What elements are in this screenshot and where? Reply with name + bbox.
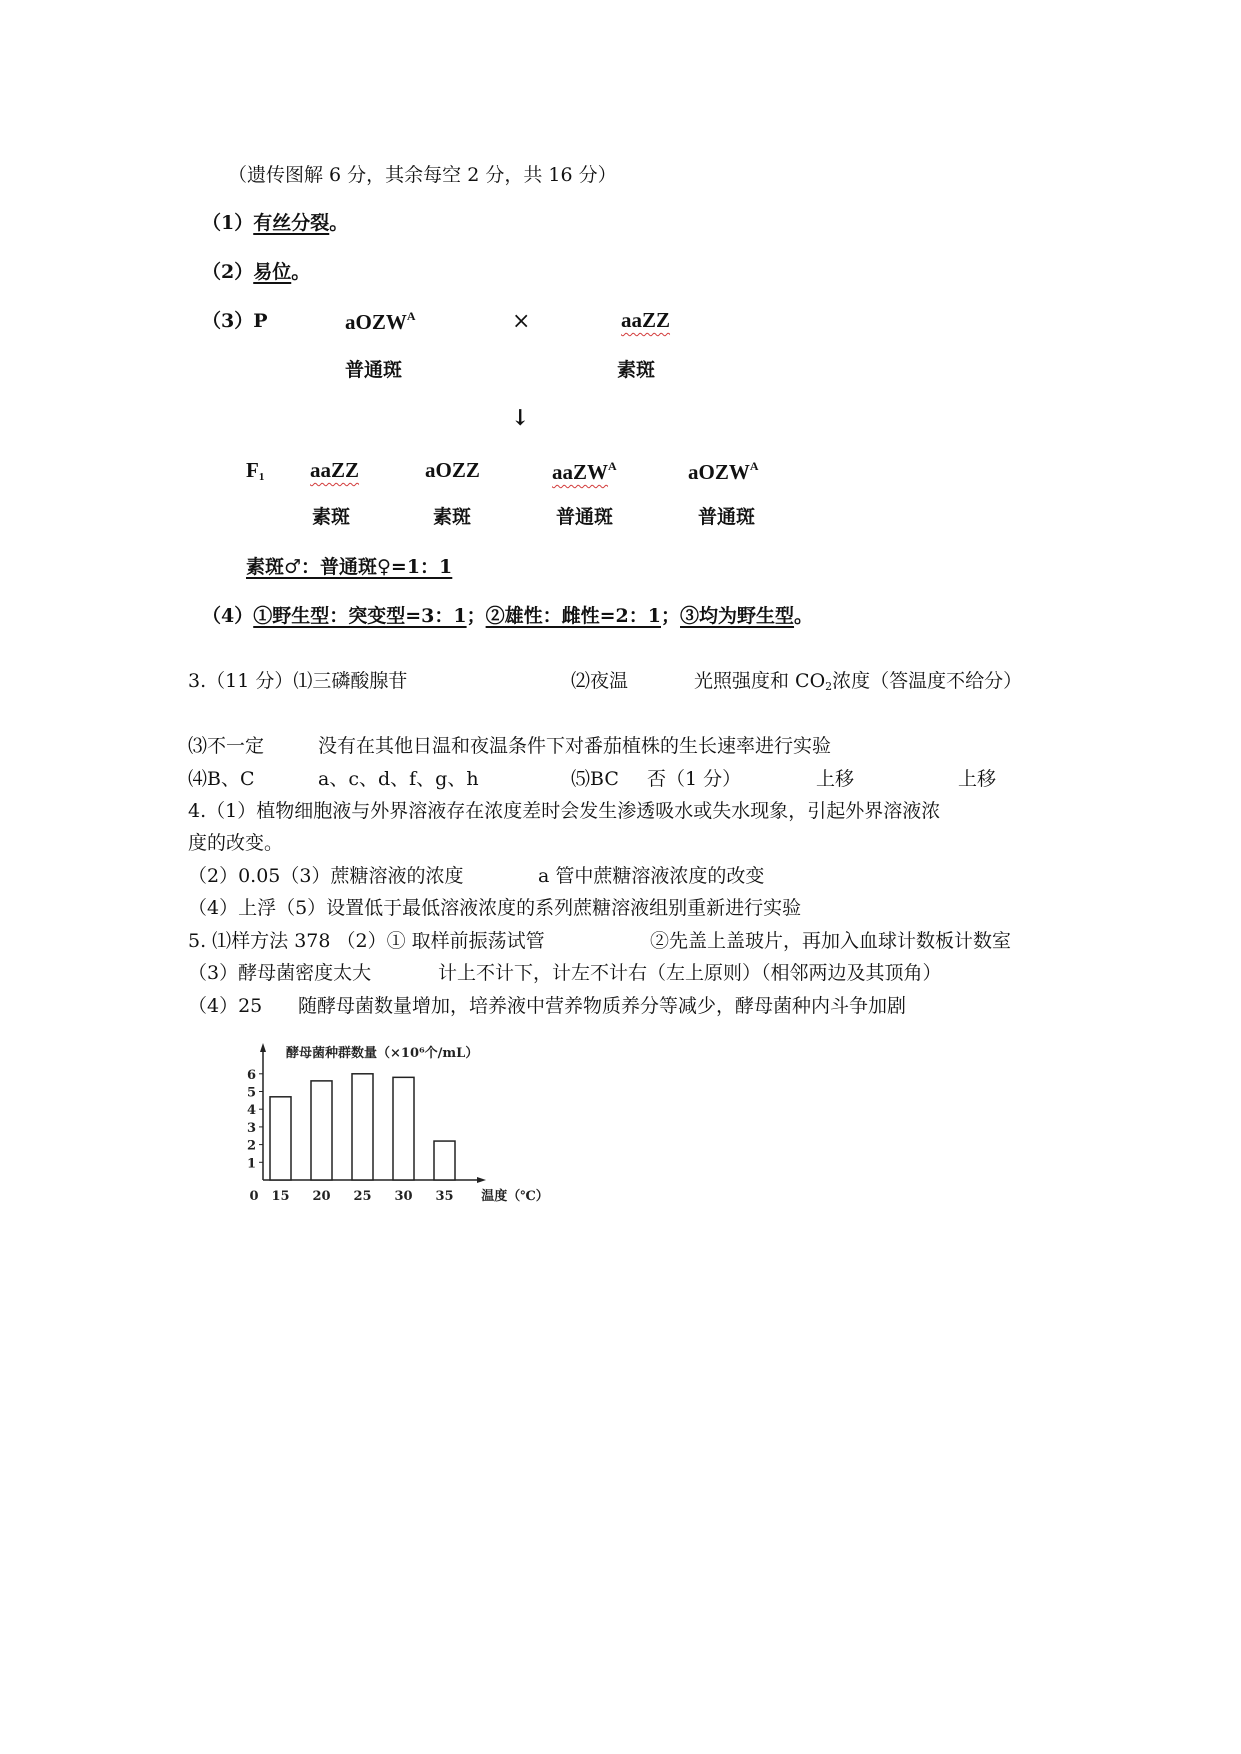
q5-line3-part-b: 随酵母菌数量增加，培养液中营养物质养分等减少，酵母菌种内斗争加剧	[298, 995, 907, 1017]
q5-line2-part-b: 计上不计下，计左不计右（左上原则）（相邻两边及其顶角）	[438, 962, 942, 984]
y-tick-label: 1	[246, 1156, 256, 1172]
x-tick-label: 30	[394, 1189, 413, 1204]
q3-line3-part-f: 上移	[958, 768, 997, 790]
f1-genotype-3-sup: A	[608, 459, 617, 473]
f1-genotype-1: aaZZ	[310, 458, 360, 482]
f1-genotype-4	[688, 460, 759, 483]
f1-genotype-3	[552, 460, 617, 483]
q4-line3-part-a: （2）0.05（3）蔗糖溶液的浓度	[188, 865, 464, 887]
x-tick-label: 15	[271, 1189, 290, 1204]
f1-phenotype-1: 素斑	[312, 506, 351, 528]
f1-genotype-3-text: aaZW	[552, 460, 609, 484]
y-tick-label: 4	[246, 1103, 256, 1119]
q3-line3-part-c: ⑸BC	[571, 768, 619, 790]
q2-answer-2-text: 易位	[253, 261, 292, 283]
q2-answer-2	[202, 263, 310, 282]
f1-phenotype-4: 普通斑	[698, 506, 756, 528]
f1-label	[246, 460, 264, 483]
q3-line3-part-b: a、c、d、f、g、h	[318, 768, 479, 790]
q5-line1-part-b: ②先盖上盖玻片，再加入血球计数板计数室	[650, 930, 1012, 952]
q3-line2-part-a: ⑶不一定	[188, 735, 265, 757]
q3-line3-part-e: 上移	[816, 768, 855, 790]
bar-20	[311, 1081, 332, 1180]
x-axis-arrow	[477, 1177, 486, 1183]
q2-header: （遗传图解 6 分，其余每空 2 分，共 16 分）	[228, 164, 617, 186]
yeast-population-chart	[230, 1040, 600, 1210]
x-tick-label: 25	[353, 1189, 372, 1204]
q5-line3-part-a: （4）25	[188, 995, 263, 1017]
y-axis-arrow	[260, 1043, 266, 1052]
q5-line1-part-a: 5. ⑴样方法 378 （2）① 取样前振荡试管	[188, 930, 545, 952]
q2-answer-4-part-3: ③均为野生型	[680, 605, 795, 627]
bar-30	[393, 1077, 414, 1180]
f1-ratio: 素斑♂：普通斑♀=1：1	[246, 556, 453, 578]
x-tick-label: 35	[435, 1189, 454, 1204]
q4-line4: （4）上浮（5）设置低于最低溶液浓度的系列蔗糖溶液组别重新进行实验	[188, 897, 802, 919]
f1-genotype-2: aOZZ	[425, 458, 480, 482]
q2-answer-4-part-2: ②雄性：雌性=2：1	[485, 605, 661, 627]
bar-25	[352, 1074, 373, 1180]
q2-answer-4	[202, 607, 813, 626]
f1-label-text: F	[246, 458, 259, 482]
q3-line1-part-c-pre: 光照强度和 CO	[694, 670, 826, 692]
cross-symbol: ×	[512, 309, 531, 334]
x-axis-label: 温度（℃）	[481, 1189, 549, 1204]
bar-35	[434, 1141, 455, 1180]
q4-line3-part-b: a 管中蔗糖溶液浓度的改变	[538, 865, 765, 887]
y-tick-label: 2	[246, 1138, 256, 1154]
parent-female-phenotype: 普通斑	[345, 359, 403, 381]
cross-arrow: ↓	[511, 405, 530, 431]
origin-label: 0	[249, 1189, 259, 1204]
parent-female-genotype-text: aOZW	[345, 310, 407, 334]
q2-answer-4-end: 。	[794, 605, 814, 627]
q2-answer-3-label: （3）P	[202, 310, 268, 332]
q3-line1-part-c	[694, 672, 1022, 692]
q3-line1-part-c-post: 浓度（答温度不给分）	[832, 670, 1023, 692]
bar-15	[270, 1097, 291, 1180]
f1-phenotype-3: 普通斑	[556, 506, 614, 528]
y-axis-label: 酵母菌种群数量（×10⁶个/mL）	[286, 1046, 479, 1061]
f1-genotype-4-text: aOZW	[688, 460, 750, 484]
x-tick-label: 20	[312, 1189, 331, 1204]
y-tick-label: 6	[246, 1067, 256, 1083]
q3-line1-part-c-sub: 2	[825, 680, 833, 693]
parent-female-genotype-sup: A	[406, 309, 416, 323]
f1-genotype-4-sup: A	[749, 459, 759, 473]
q3-line1-part-a: 3.（11 分）⑴三磷酸腺苷	[188, 670, 408, 692]
q4-line1: 4.（1）植物细胞液与外界溶液存在浓度差时会发生渗透吸水或失水现象，引起外界溶液浓	[188, 800, 941, 822]
q2-answer-2-number: （2）	[202, 261, 254, 283]
f1-label-sub: 1	[258, 471, 265, 483]
y-tick-label: 3	[246, 1120, 256, 1136]
q3-line1-part-b: ⑵夜温	[571, 670, 629, 692]
q2-answer-1	[202, 214, 348, 233]
q2-answer-4-sep-2: ；	[661, 605, 681, 627]
q2-answer-1-text: 有丝分裂	[253, 212, 330, 234]
y-tick-label: 5	[246, 1085, 256, 1101]
q4-line2: 度的改变。	[188, 832, 284, 854]
q5-line2-part-a: （3）酵母菌密度太大	[188, 962, 372, 984]
parent-male-genotype: aaZZ	[621, 308, 671, 332]
q2-answer-1-end: 。	[329, 212, 349, 234]
f1-phenotype-2: 素斑	[433, 506, 472, 528]
q3-line2-part-b: 没有在其他日温和夜温条件下对番茄植株的生长速率进行实验	[318, 735, 832, 757]
q2-answer-4-part-1: ①野生型：突变型=3：1	[253, 605, 467, 627]
q3-line3-part-a: ⑷B、C	[188, 768, 255, 790]
q2-answer-4-sep-1: ；	[466, 605, 486, 627]
q2-answer-1-number: （1）	[202, 212, 254, 234]
parent-female-genotype	[345, 310, 416, 333]
q3-line3-part-d: 否（1 分）	[647, 768, 742, 790]
parent-male-phenotype: 素斑	[617, 359, 656, 381]
q2-answer-4-number: （4）	[202, 605, 254, 627]
q2-answer-2-end: 。	[291, 261, 311, 283]
